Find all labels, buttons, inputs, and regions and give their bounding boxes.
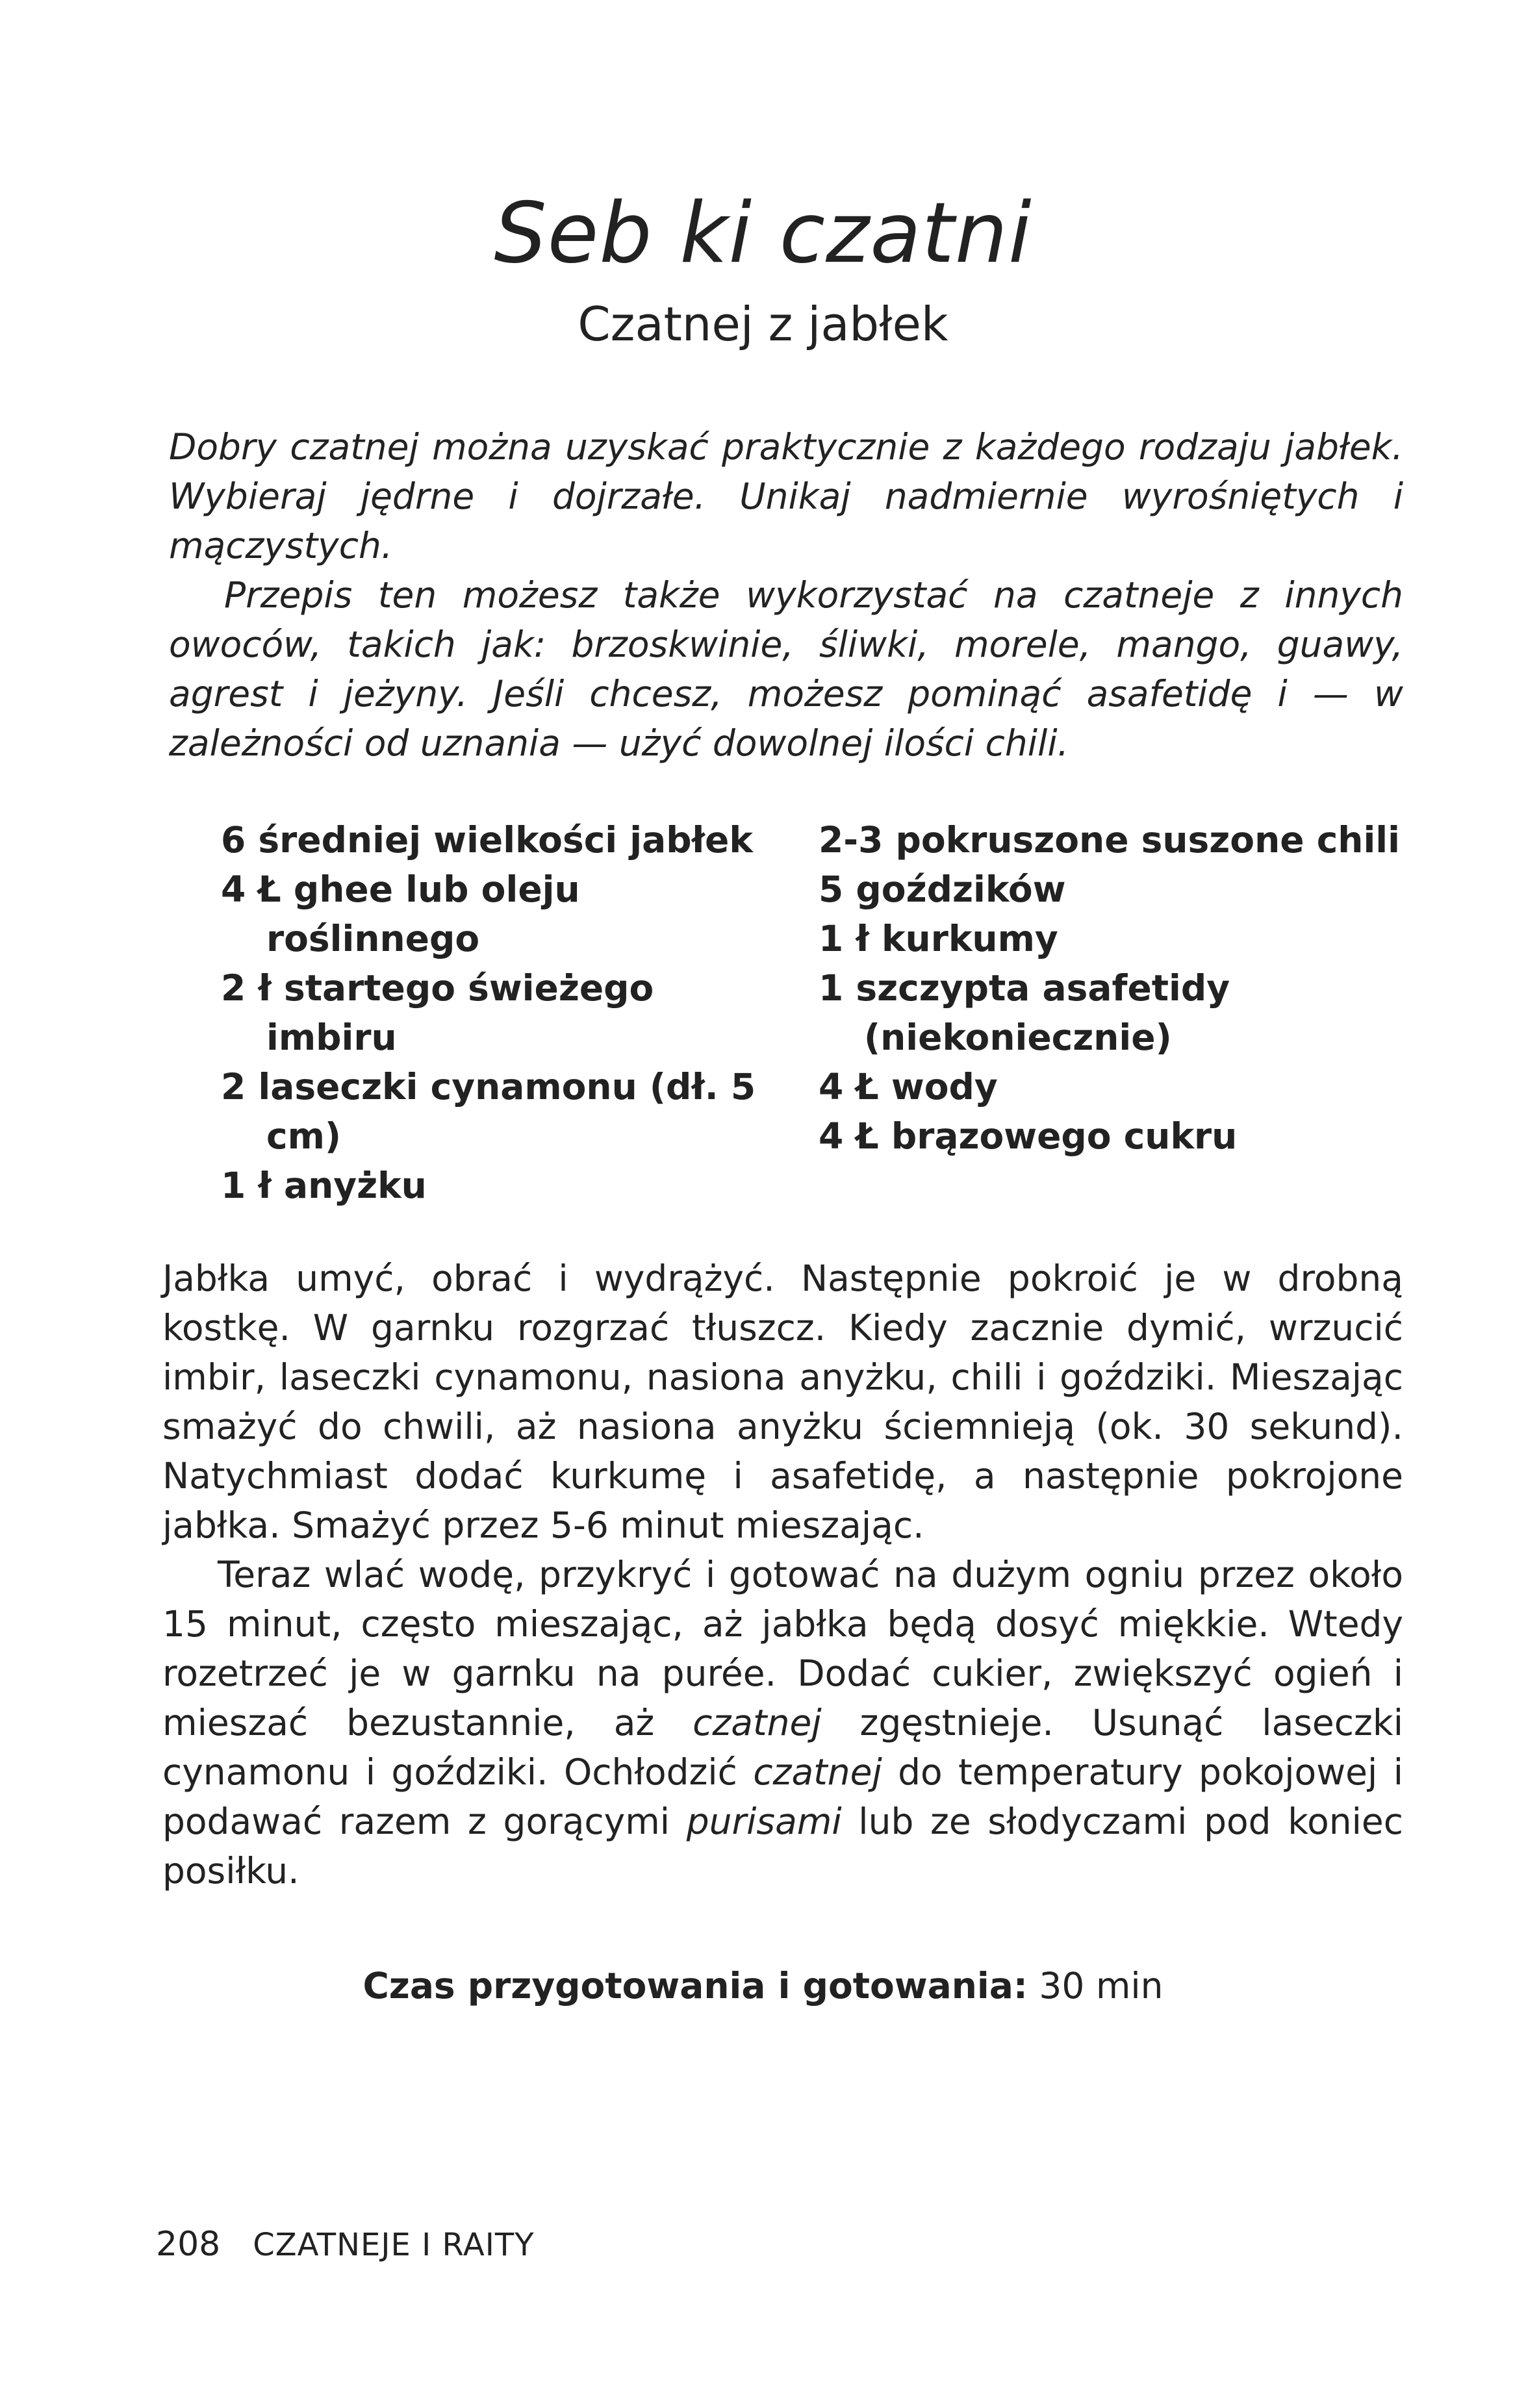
method-text xyxy=(162,1254,1403,1895)
preparation-time-value: 30 min xyxy=(1039,1965,1164,2007)
intro-text xyxy=(169,422,1403,768)
ingredient-item: 4 Ł wody xyxy=(819,1066,998,1108)
ingredient-item: 1 szczypta asafetidy (niekoniecznie) xyxy=(819,967,1230,1058)
ingredients-column-left xyxy=(221,815,780,1210)
intro-paragraph-1: Dobry czatnej można uzyskać praktycznie z każdego rodzaju jabłek. Wybieraj jędrne i dojrzałe. Unikaj nadmiernie wyrośniętych i mączystych. xyxy=(169,426,1403,566)
ingredient-item: 2 laseczki cynamonu (dł. 5 cm) xyxy=(221,1066,756,1157)
preparation-time xyxy=(0,1965,1526,2007)
ingredients-column-right xyxy=(819,815,1403,1161)
ingredient-item: 4 Ł ghee lub oleju roślinnego xyxy=(221,868,580,959)
method-text-segment: do temperatury pokojowej i podawać razem z gorącymi xyxy=(162,1751,1403,1842)
ingredient-item: 5 goździków xyxy=(819,868,1066,910)
ingredient-item: 2 ł startego świeżego imbiru xyxy=(221,967,654,1058)
method-paragraph-1: Jabłka umyć, obrać i wydrążyć. Następnie pokroić je w drobną kostkę. W garnku rozgrzać tłuszcz. Kiedy zacznie dymić, wrzucić imbir, laseczki cynamonu, nasiona anyżku, chili i goździki. Mieszając smażyć do chwili, aż nasiona anyżku ściemnieją (ok. 30 sekund). Natychmiast dodać kurkumę i asafetidę, a następnie pokrojone jabłka. Smażyć przez 5-6 minut mieszając. xyxy=(162,1258,1403,1546)
method-emphasis: purisami xyxy=(686,1801,842,1842)
ingredient-item: 1 ł anyżku xyxy=(221,1165,427,1206)
recipe-title: Seb ki czatni xyxy=(494,185,1032,282)
section-name: CZATNEJE I RAITY xyxy=(253,2227,535,2263)
method-text-segment: zgęstnieje. Usunąć laseczki cynamonu i goździki. Ochłodzić xyxy=(162,1702,1404,1793)
ingredient-item: 1 ł kurkumy xyxy=(819,918,1058,959)
method-emphasis: czatnej xyxy=(693,1702,822,1743)
method-paragraph-2 xyxy=(162,1550,1403,1895)
method-text-segment: Teraz wlać wodę, przykryć i gotować na dużym ogniu przez około 15 minut, często mieszając, aż jabłka będą dosyć miękkie. Wtedy rozetrzeć je w garnku na purée. Dodać cukier, zwiększyć ogień i mieszać bezustannie, aż xyxy=(162,1554,1403,1743)
ingredient-item: 2-3 pokruszone suszone chili xyxy=(819,819,1401,861)
page-footer xyxy=(156,2225,535,2264)
method-emphasis: czatnej xyxy=(753,1751,882,1793)
intro-paragraph-2: Przepis ten możesz także wykorzystać na czatneje z innych owoców, takich jak: brzoskwinie, śliwki, morele, mango, guawy, agrest i jeżyny. Jeśli chcesz, możesz pominąć asafetidę i — w zależności od uznania — użyć dowolnej ilości chili. xyxy=(169,574,1403,764)
recipe-subtitle: Czatnej z jabłek xyxy=(578,297,948,351)
ingredient-item: 6 średniej wielkości jabłek xyxy=(221,819,753,861)
preparation-time-label: Czas przygotowania i gotowania: xyxy=(362,1965,1028,2007)
method-text-segment: lub ze słodyczami pod koniec posiłku. xyxy=(162,1801,1403,1892)
page-number: 208 xyxy=(156,2225,221,2264)
ingredient-item: 4 Ł brązowego cukru xyxy=(819,1115,1238,1157)
